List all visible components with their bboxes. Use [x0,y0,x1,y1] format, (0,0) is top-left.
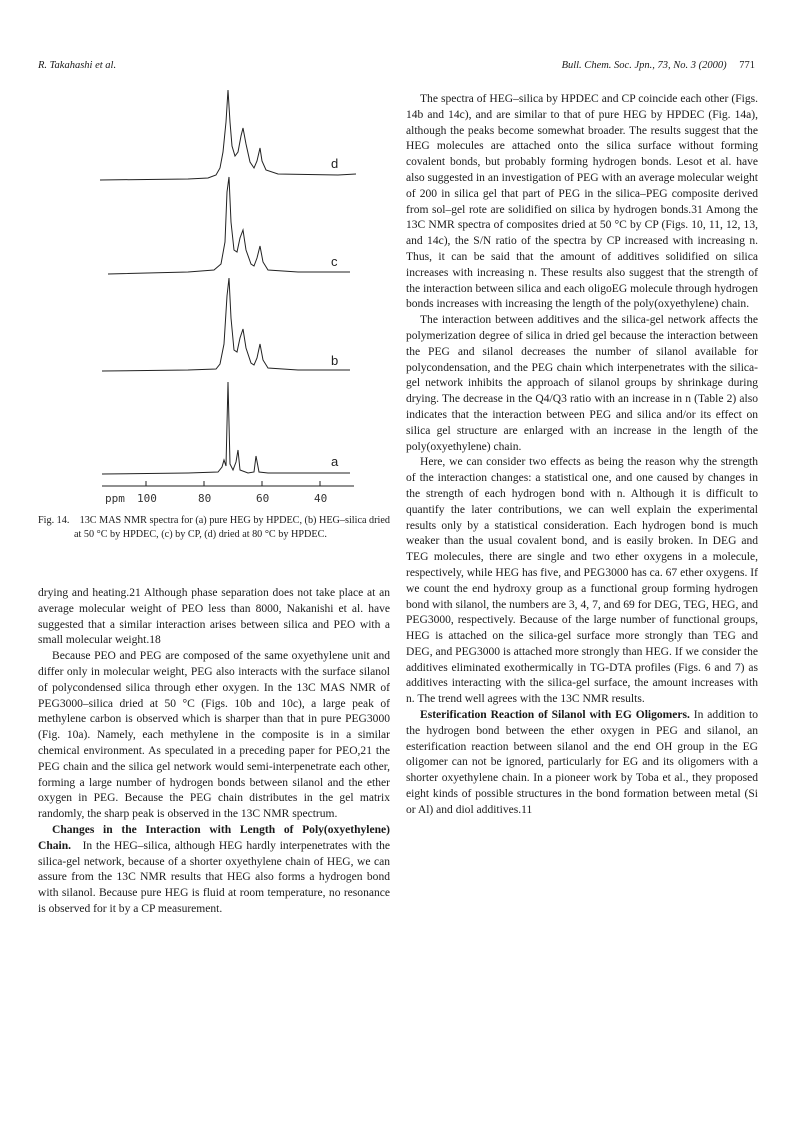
running-header [38,60,755,71]
paragraph [38,823,390,918]
right-column [406,92,758,819]
tick-label-100: 100 [137,492,157,505]
spectrum-label-a: a [331,454,339,469]
section-heading: Changes in the Interaction with Length of Poly(oxyethylene) Chain. [38,823,390,852]
section-heading: Esterification Reaction of Silanol with EG Oligomers. [420,709,690,722]
tick-label-80: 80 [198,492,212,505]
header-right [562,60,755,71]
spectrum-c [108,177,350,274]
caption-label: Fig. 14. [38,515,70,526]
header-journal: Bull. Chem. Soc. Jpn., 73, No. 3 (2000) [561,60,727,71]
paragraph-body: In the HEG–silica, although HEG hardly interpenetrates with the silica-gel network, because of a shorter oxyethylene chain of HEG, we can assure from the 13C NMR results that HEG also forms a hydrogen bond with silanol. Because pure HEG is fluid at room temperature, no resonance is observed for it by a CP measurement. [38,839,390,915]
paragraph: Because PEO and PEG are composed of the same oxyethylene unit and differ only in molecular weight, PEG also interacts with the surface silanol of polycondensed silica through ether oxygen. In the 13C MAS NMR of PEG3000–silica dried at 50 °C (Figs. 10b and 10c), a large peak of methylene carbon is observed which is sharper than that in pure PEG3000 (Fig. 10a). Namely, each methylene in the composite is in a similar chemical environment. As speculated in a preceding paper for PEO,21 the PEG chain and the silica gel network would semi-interpenetrate each other, forming a large number of hydrogen bonds between silanol and the ether oxygen in PEG. Because the PEG chain distributes in the gel matrix randomly, the sharp peak is observed in the 13C NMR spectrum. [38,650,390,821]
paragraph: The interaction between additives and the silica-gel network affects the polymerization degree of silica in dried gel because the interaction between the PEG and silanol decreases the number of silanol available for polycondensation, and the PEG chain which interpenetrates with the silica-gel network inhibits the approach of silanol groups by shrinkage during drying. The decrease in the Q4/Q3 ratio with an increase in n (Table 2) also indicates that the interaction between PEG and silica and/or its effect on silica gel structure are enlarged with an increase in the length of the poly(oxyethylene) chain. [406,314,758,453]
paragraph-body: In addition to the hydrogen bond between the ether oxygen in PEG and silanol, an esterification reaction between silanol and the end OH group in the EG oligomer can not be ignored, particularly for EG and its oligomers with a shorter oxyethylene chain. In a pioneer work by Toba et al., they proposed eight kinds of possible structures in the bond formation between metal (Si or Al) and diol additives.11 [406,709,758,816]
spectrum-label-c: c [331,254,338,269]
paragraph [406,708,758,819]
nmr-spectra-figure [38,82,390,512]
header-authors: R. Takahashi et al. [38,60,117,71]
spectrum-b [102,278,350,371]
left-column [38,586,390,918]
tick-label-40: 40 [314,492,328,505]
caption-text: 13C MAS NMR spectra for (a) pure HEG by HPDEC, (b) HEG–silica dried at 50 °C by HPDEC, (c) by CP, (d) dried at 80 °C by HPDEC. [74,515,390,540]
spectrum-a [102,382,350,474]
figure-14 [38,82,390,512]
spectrum-label-d: d [331,156,339,171]
paragraph: Here, we can consider two effects as being the reason why the strength of the interaction changes: a statistical one, and one caused by changes in the strength of each hydrogen bond with n. Although it is difficult to quantify the later contributions, we can well explain the experimental results only by a statistical consideration. Each hydrogen bond is much weaker than the usual covalent bond, and is easily broken. In DEG and TEG molecules, there are single and two ether oxygens in a molecule, respectively, while HEG has five, and PEG3000 has ca. 67 ether oxygens. If we count the end hydroxy group as a functional group forming hydrogen bond with silanol, the numbers are 3, 4, 7, and 69 for DEG, TEG, HEG, and PEG3000, respectively. Because of the large number of functional groups, HEG is attached on the silica-gel surface more strongly than TEG and DEG, and PEG3000 is attached more strongly than HEG. If we consider the additives eliminated exothermically in TG-DTA profiles (Figs. 6 and 7) as additives interacting with the silica-gel surface, the amount increases with n. The trend well agrees with the 13C NMR results. [406,456,758,706]
spectrum-label-b: b [331,353,339,368]
paragraph: The spectra of HEG–silica by HPDEC and CP coincide each other (Figs. 14b and 14c), and are similar to that of pure HEG by HPDEC (Fig. 14a), although the peaks become somewhat broader. The results suggest that the HEG molecules are attached onto the silica surface without forming covalent bonds, but probably forming hydrogen bonds. Lesot et al. have also suggested in an investigation of PEG with an average molecular weight of 200 in silica gel that part of PEG in the silica–PEG composite derived from sol–gel rote are solidified on silica by hydrogen bonds.31 Among the 13C NMR spectra of composites dried at 50 °C by CP (Figs. 10, 11, 12, 13, and 14c), the S/N ratio of the spectra by CP increased with increasing n. Thus, it can be said that the amount of additives solidified on silica increases with increasing n. These results also suggest that the strength of the interaction between silica and each oligoEG molecule through hydrogen bonds increases with increasing the length of the poly(oxyethylene) chain. [406,93,758,311]
axis-unit-label: ppm [105,492,125,505]
spectrum-d [100,90,356,180]
page-number: 771 [739,60,755,71]
tick-label-60: 60 [256,492,270,505]
paragraph: drying and heating.21 Although phase separation does not take place at an average molecular weight of PEO less than 8000, Nakanishi et al. have suggested that a similar interaction arises between silica and PEO with a small molecular weight.18 [38,587,390,647]
figure-caption [38,514,390,542]
